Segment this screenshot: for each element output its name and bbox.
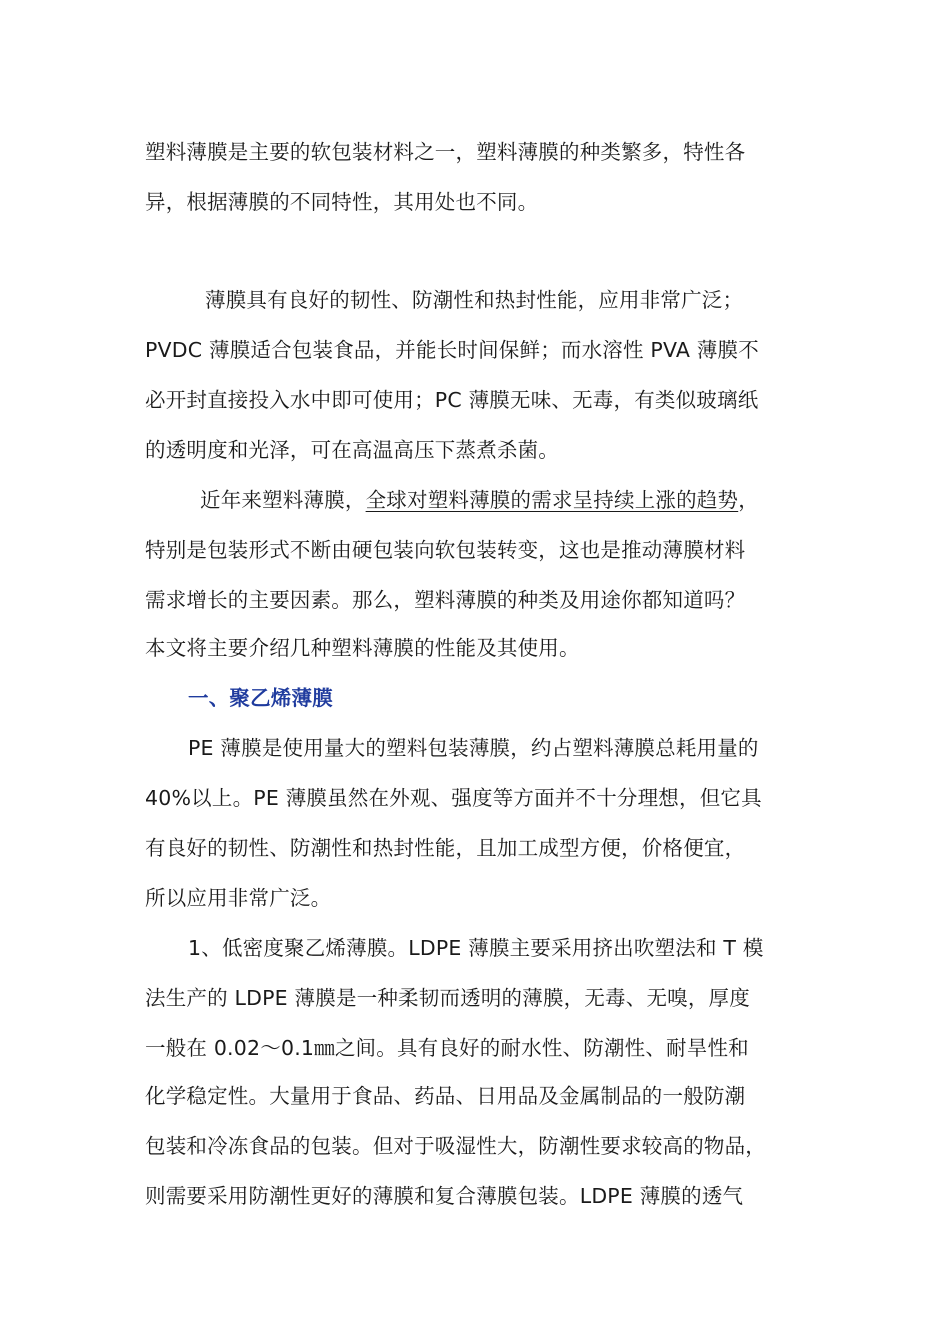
properties-line-2: PVDC 薄膜适合包装食品，并能长时间保鲜；而水溶性 PVA 薄膜不 bbox=[145, 338, 759, 362]
properties-line-4: 的透明度和光泽，可在高温高压下蒸煮杀菌。 bbox=[145, 438, 559, 462]
ldpe-line-1: 1、低密度聚乙烯薄膜。LDPE 薄膜主要采用挤出吹塑法和 T 模 bbox=[188, 936, 764, 960]
ldpe-line-6: 则需要采用防潮性更好的薄膜和复合薄膜包装。LDPE 薄膜的透气 bbox=[145, 1184, 744, 1208]
trend-link[interactable]: 全球对塑料薄膜的需求呈持续上涨的趋势 bbox=[365, 488, 739, 512]
trend-line-2: 特别是包装形式不断由硬包装向软包装转变，这也是推动薄膜材料 bbox=[145, 538, 746, 562]
ldpe-line-3: 一般在 0.02～0.1㎜之间。具有良好的耐水性、防潮性、耐旱性和 bbox=[145, 1036, 749, 1060]
pe-line-2: 40%以上。PE 薄膜虽然在外观、强度等方面并不十分理想，但它具 bbox=[145, 786, 762, 810]
ldpe-line-4: 化学稳定性。大量用于食品、药品、日用品及金属制品的一般防潮 bbox=[145, 1084, 746, 1108]
section-heading-polyethylene: 一、聚乙烯薄膜 bbox=[188, 686, 333, 710]
ldpe-line-2: 法生产的 LDPE 薄膜是一种柔韧而透明的薄膜，无毒、无嗅，厚度 bbox=[145, 986, 750, 1010]
intro-line-1: 塑料薄膜是主要的软包装材料之一，塑料薄膜的种类繁多，特性各 bbox=[145, 140, 746, 164]
pe-line-3: 有良好的韧性、防潮性和热封性能，且加工成型方便，价格便宜， bbox=[145, 836, 746, 860]
trend-line-1 bbox=[200, 486, 759, 514]
properties-line-3: 必开封直接投入水中即可使用；PC 薄膜无味、无毒，有类似玻璃纸 bbox=[145, 388, 759, 412]
intro-line-2: 异，根据薄膜的不同特性，其用处也不同。 bbox=[145, 190, 539, 214]
trend-line-4: 本文将主要介绍几种塑料薄膜的性能及其使用。 bbox=[145, 636, 580, 660]
trend-line-3: 需求增长的主要因素。那么，塑料薄膜的种类及用途你都知道吗？ bbox=[145, 588, 746, 612]
properties-line-1: 薄膜具有良好的韧性、防潮性和热封性能，应用非常广泛； bbox=[205, 288, 744, 312]
trend-line-1-pre: 近年来塑料薄膜， bbox=[200, 488, 366, 512]
ldpe-line-5: 包装和冷冻食品的包装。但对于吸湿性大，防潮性要求较高的物品， bbox=[145, 1134, 766, 1158]
pe-line-1: PE 薄膜是使用量大的塑料包装薄膜，约占塑料薄膜总耗用量的 bbox=[188, 736, 759, 760]
trend-line-1-post: ， bbox=[738, 488, 759, 512]
pe-line-4: 所以应用非常广泛。 bbox=[145, 886, 332, 910]
